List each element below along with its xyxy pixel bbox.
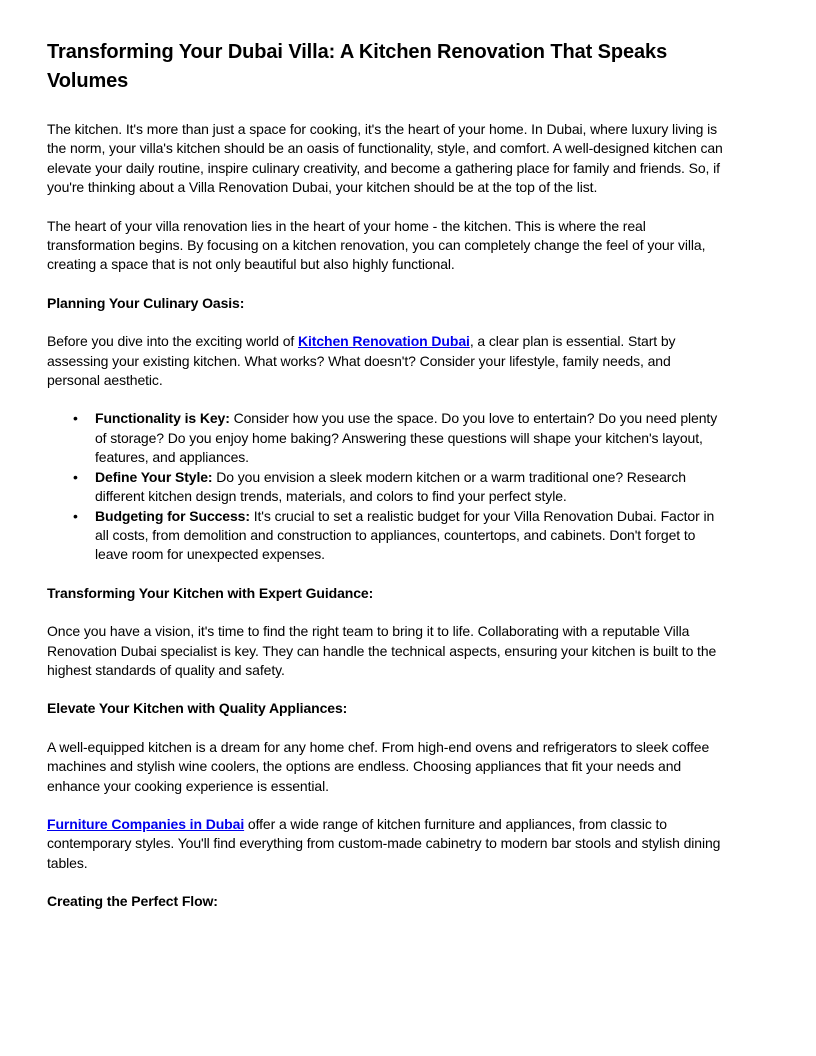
- document-page: [47, 38, 727, 931]
- bullet-label: Define Your Style:: [95, 468, 213, 485]
- section-heading-appliances: Elevate Your Kitchen with Quality Appliances:: [47, 700, 348, 717]
- section-heading-flow: Creating the Perfect Flow:: [47, 893, 218, 910]
- bullet-text: Consider how you use the space. Do you love to entertain? Do you need plenty of storage? Do you enjoy home baking? Answering these questions will shape your kitchen's layout, features, and appliances.: [95, 410, 718, 466]
- kitchen-renovation-dubai-link[interactable]: Kitchen Renovation Dubai: [297, 333, 470, 350]
- bullet-label: Budgeting for Success:: [95, 507, 250, 524]
- bullet-icon: •: [73, 507, 78, 524]
- section-heading-expert-guidance: Transforming Your Kitchen with Expert Guidance:: [47, 584, 374, 601]
- bullet-label: Functionality is Key:: [95, 410, 230, 427]
- planning-paragraph: [47, 332, 727, 390]
- bullet-text: Do you envision a sleek modern kitchen or a warm traditional one? Research different kitchen design trends, materials, and colors to find your perfect style.: [95, 468, 686, 505]
- bullet-icon: •: [73, 410, 78, 427]
- planning-text-before-link: Before you dive into the exciting world of: [47, 333, 298, 350]
- section-heading-planning: Planning Your Culinary Oasis:: [47, 294, 245, 311]
- list-item: [47, 409, 727, 467]
- page-title: Transforming Your Dubai Villa: A Kitchen Renovation That Speaks Volumes: [47, 41, 668, 92]
- intro-paragraph-1: The kitchen. It's more than just a space for cooking, it's the heart of your home. In Dubai, where luxury living is the norm, your villa's kitchen should be an oasis of functionality, style, and comfort. A well-designed kitchen can elevate your daily routine, inspire culinary creativity, and become a gathering place for family and friends. So, if you're thinking about a Villa Renovation Dubai, your kitchen should be at the top of the list.: [47, 121, 723, 196]
- intro-paragraph-2: The heart of your villa renovation lies in the heart of your home - the kitchen. This is where the real transformation begins. By focusing on a kitchen renovation, you can completely change the feel of your villa, creating a space that is not only beautiful but also highly functional.: [47, 217, 706, 273]
- appliances-paragraph: A well-equipped kitchen is a dream for any home chef. From high-end ovens and refrigerators to sleek coffee machines and stylish wine coolers, the options are endless. Choosing appliances that fit your needs and enhance your cooking experience is essential.: [47, 738, 710, 794]
- bullet-icon: •: [73, 468, 78, 485]
- list-item: [47, 507, 727, 565]
- list-item: [47, 468, 727, 507]
- furniture-companies-dubai-link[interactable]: Furniture Companies in Dubai: [47, 815, 245, 832]
- planning-text-after-link: , a clear plan is essential. Start by assessing your existing kitchen. What works? What doesn't? Consider your lifestyle, family needs, and personal aesthetic.: [47, 333, 676, 389]
- planning-bullet-list: [47, 409, 727, 564]
- furniture-text-after-link: offer a wide range of kitchen furniture and appliances, from classic to contemporary styles. You'll find everything from custom-made cabinetry to modern bar stools and stylish dining tables.: [47, 815, 721, 871]
- furniture-paragraph: [47, 815, 727, 873]
- expert-guidance-paragraph: Once you have a vision, it's time to find the right team to bring it to life. Collaborating with a reputable Villa Renovation Dubai specialist is key. They can handle the technical aspects, ensuring your kitchen is built to the highest standards of quality and safety.: [47, 623, 717, 678]
- bullet-text: It's crucial to set a realistic budget for your Villa Renovation Dubai. Factor in all costs, from demolition and construction to appliances, countertops, and cabinets. Don't forget to leave room for unexpected expenses.: [95, 507, 715, 563]
